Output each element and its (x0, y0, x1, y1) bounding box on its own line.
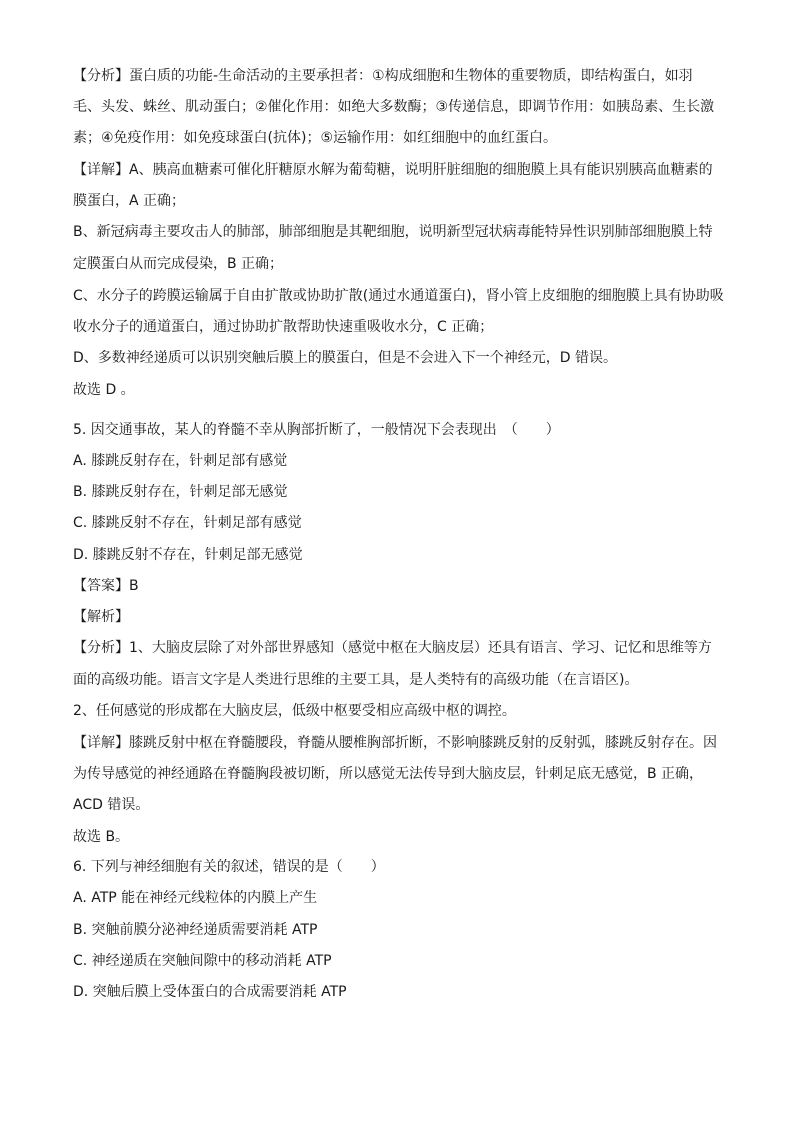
analysis-line-1: 【分析】蛋白质的功能-生命活动的主要承担者：①构成细胞和生物体的重要物质，即结构蛋白，如羽 (73, 68, 693, 84)
detail-line-5: C、水分子的跨膜运输属于自由扩散或协助扩散(通过水通道蛋白)，肾小管上皮细胞的细胞膜上具有协助吸 (73, 288, 724, 304)
analysis5-line-2: 面的高级功能。语言文字是人类进行思维的主要工具，是人类特有的高级功能（在言语区)。 (73, 672, 639, 688)
detail5-line-2: 为传导感觉的神经通路在脊髓胸段被切断，所以感觉无法传导到大脑皮层，针刺足底无感觉，B 正确， (73, 766, 704, 782)
detail5-line-3: ACD 错误。 (73, 797, 150, 813)
analysis-line-3: 素；④免疫作用：如免疫球蛋白(抗体)；⑤运输作用：如红细胞中的血红蛋白。 (73, 130, 558, 146)
question-6-option-d: D. 突触后膜上受体蛋白的合成需要消耗 ATP (73, 984, 347, 1000)
analysis-line-2: 毛、头发、蛛丝、肌动蛋白；②催化作用：如绝大多数酶；③传递信息，即调节作用：如胰岛素、生长激 (73, 99, 715, 115)
analysis5-line-3: 2、任何感觉的形成都在大脑皮层，低级中枢要受相应高级中枢的调控。 (73, 703, 516, 719)
question-6-stem: 6. 下列与神经细胞有关的叙述，错误的是（ ） (73, 859, 385, 875)
detail-line-6: 收水分子的通道蛋白，通过协助扩散帮助快速重吸收水分，C 正确； (73, 319, 494, 335)
detail-line-2: 膜蛋白，A 正确； (73, 193, 186, 209)
question-5-option-b: B. 膝跳反射存在，针刺足部无感觉 (73, 484, 288, 500)
question-5-option-d: D. 膝跳反射不存在，针刺足部无感觉 (73, 547, 303, 563)
question-6-option-b: B. 突触前膜分泌神经递质需要消耗 ATP (73, 922, 318, 938)
choice-conclusion-4: 故选 D 。 (73, 382, 135, 398)
question-6-option-a: A. ATP 能在神经元线粒体的内膜上产生 (73, 890, 318, 906)
detail-line-1: 【详解】A、胰高血糖素可催化肝糖原水解为葡萄糖，说明肝脏细胞的细胞膜上具有能识别胰高血糖素的 (73, 162, 713, 178)
question-6-option-c: C. 神经递质在突触间隙中的移动消耗 ATP (73, 953, 332, 969)
question-5-stem: 5. 因交通事故，某人的脊髓不幸从胸部折断了，一般情况下会表现出 （ ） (73, 422, 560, 438)
detail-line-3: B、新冠病毒主要攻击人的肺部，肺部细胞是其靶细胞，说明新型冠状病毒能特异性识别肺部细胞膜上特 (73, 224, 713, 240)
choice-conclusion-5: 故选 B。 (73, 829, 130, 845)
answer-label: 【答案】B (73, 578, 139, 594)
detail-line-4: 定膜蛋白从而完成侵染，B 正确； (73, 256, 284, 272)
question-5-option-c: C. 膝跳反射不存在，针刺足部有感觉 (73, 515, 302, 531)
question-5-option-a: A. 膝跳反射存在，针刺足部有感觉 (73, 453, 288, 469)
explanation-label: 【解析】 (73, 609, 129, 625)
detail-line-7: D、多数神经递质可以识别突触后膜上的膜蛋白，但是不会进入下一个神经元，D 错误。 (73, 350, 618, 366)
analysis5-line-1: 【分析】1、大脑皮层除了对外部世界感知（感觉中枢在大脑皮层）还具有语言、学习、记忆和思维等方 (73, 640, 712, 656)
detail5-line-1: 【详解】膝跳反射中枢在脊髓腰段，脊髓从腰椎胸部折断，不影响膝跳反射的反射弧，膝跳反射存在。因 (73, 735, 717, 751)
